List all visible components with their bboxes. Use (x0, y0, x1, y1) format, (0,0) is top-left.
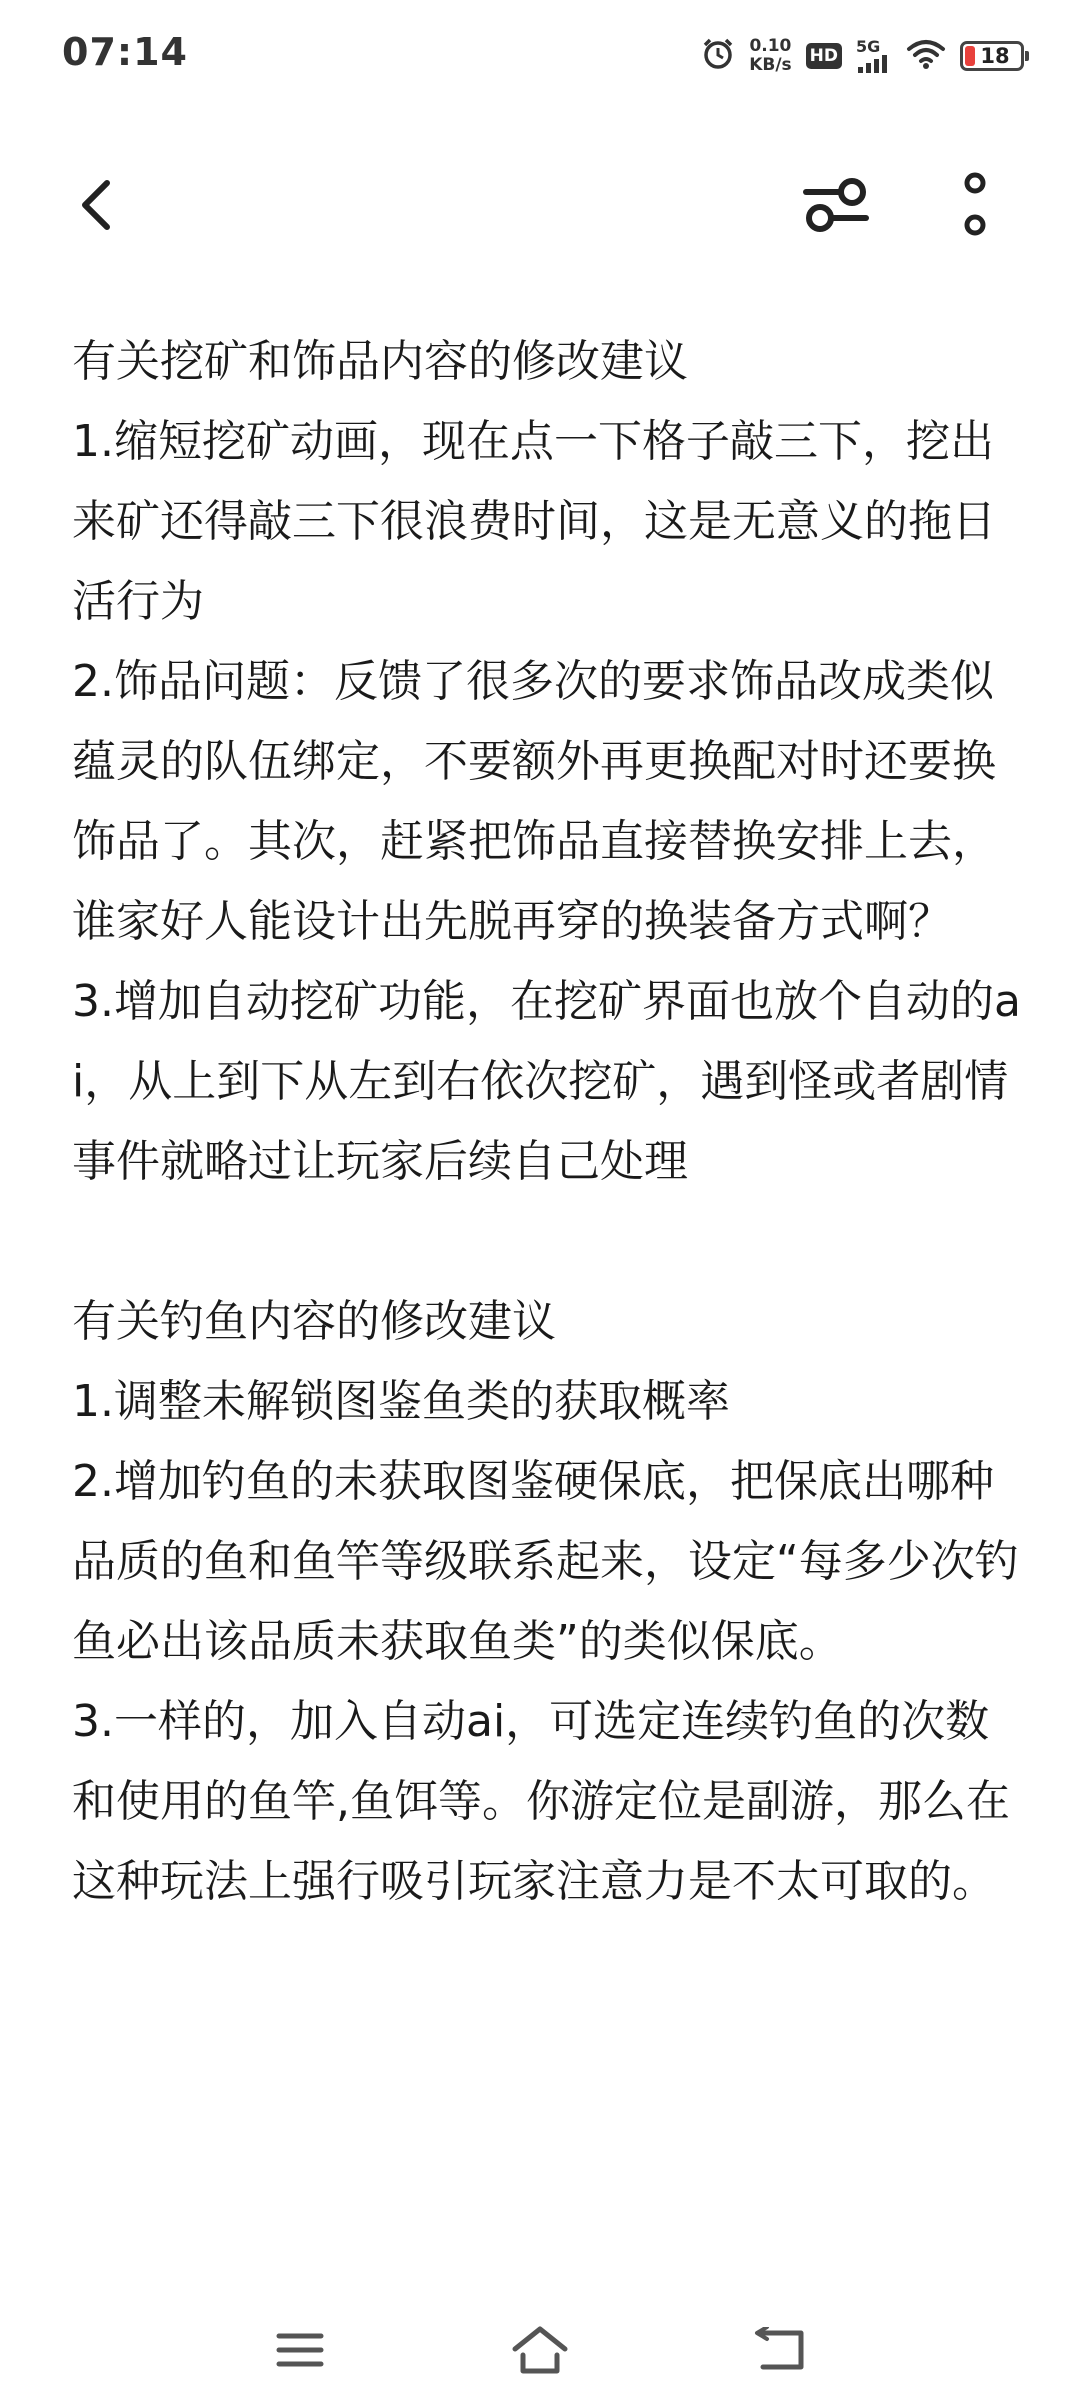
fishing-item-3: 3.一样的，加入自动ai，可选定连续钓鱼的次数和使用的鱼竿,鱼饵等。你游定位是副游，那么在这种玩法上强行吸引玩家注意力是不太可取的。 (72, 1696, 1010, 1907)
battery-indicator (960, 41, 1024, 71)
more-button[interactable] (945, 168, 1005, 242)
network-speed-value: 0.10 (749, 36, 792, 56)
blank-line (72, 1202, 1032, 1282)
alarm-icon (701, 37, 735, 75)
section-title-mining: 有关挖矿和饰品内容的修改建议 (72, 336, 688, 387)
signal-label: 5G (856, 37, 881, 56)
sliders-icon (802, 174, 870, 236)
battery-level: 18 (980, 44, 1010, 68)
filter-button[interactable] (800, 172, 872, 238)
status-time: 07:14 (62, 30, 188, 74)
battery-fill (965, 46, 975, 66)
chevron-left-icon (75, 177, 115, 233)
fishing-item-2: 2.增加钓鱼的未获取图鉴硬保底，把保底出哪种品质的鱼和鱼竿等级联系起来，设定“每多少次钓鱼必出该品质未获取鱼类”的类似保底。 (72, 1456, 1019, 1667)
home-icon (509, 2325, 571, 2375)
toolbar (0, 150, 1080, 260)
fishing-item-1: 1.调整未解锁图鉴鱼类的获取概率 (72, 1376, 730, 1427)
network-speed-unit: KB/s (749, 55, 792, 75)
mining-item-1: 1.缩短挖矿动画，现在点一下格子敲三下，挖出来矿还得敲三下很浪费时间，这是无意义的拖日活行为 (72, 416, 996, 627)
network-speed (749, 37, 791, 75)
more-vertical-icon (960, 171, 990, 239)
wifi-icon (906, 38, 946, 74)
signal-indicator (856, 39, 892, 73)
mining-item-2: 2.饰品问题：反馈了很多次的要求饰品改成类似蕴灵的队伍绑定，不要额外再更换配对时还要换饰品了。其次，赶紧把饰品直接替换安排上去，谁家好人能设计出先脱再穿的换装备方式啊？ (72, 656, 996, 947)
status-bar (0, 0, 1080, 112)
back-button[interactable] (62, 172, 128, 238)
mining-item-3: 3.增加自动挖矿功能，在挖矿界面也放个自动的ai，从上到下从左到右依次挖矿，遇到怪或者剧情事件就略过让玩家后续自己处理 (72, 976, 1021, 1187)
hd-badge: HD (806, 43, 842, 69)
section-title-fishing: 有关钓鱼内容的修改建议 (72, 1296, 556, 1347)
note-content[interactable] (72, 322, 1032, 1922)
home-nav-button[interactable] (505, 2320, 575, 2380)
status-icons (701, 28, 1024, 84)
menu-icon (275, 2330, 325, 2370)
menu-nav-button[interactable] (265, 2320, 335, 2380)
system-navigation-bar (0, 2300, 1080, 2400)
back-nav-icon (753, 2327, 807, 2373)
back-nav-button[interactable] (745, 2320, 815, 2380)
signal-bars-icon (856, 55, 892, 73)
